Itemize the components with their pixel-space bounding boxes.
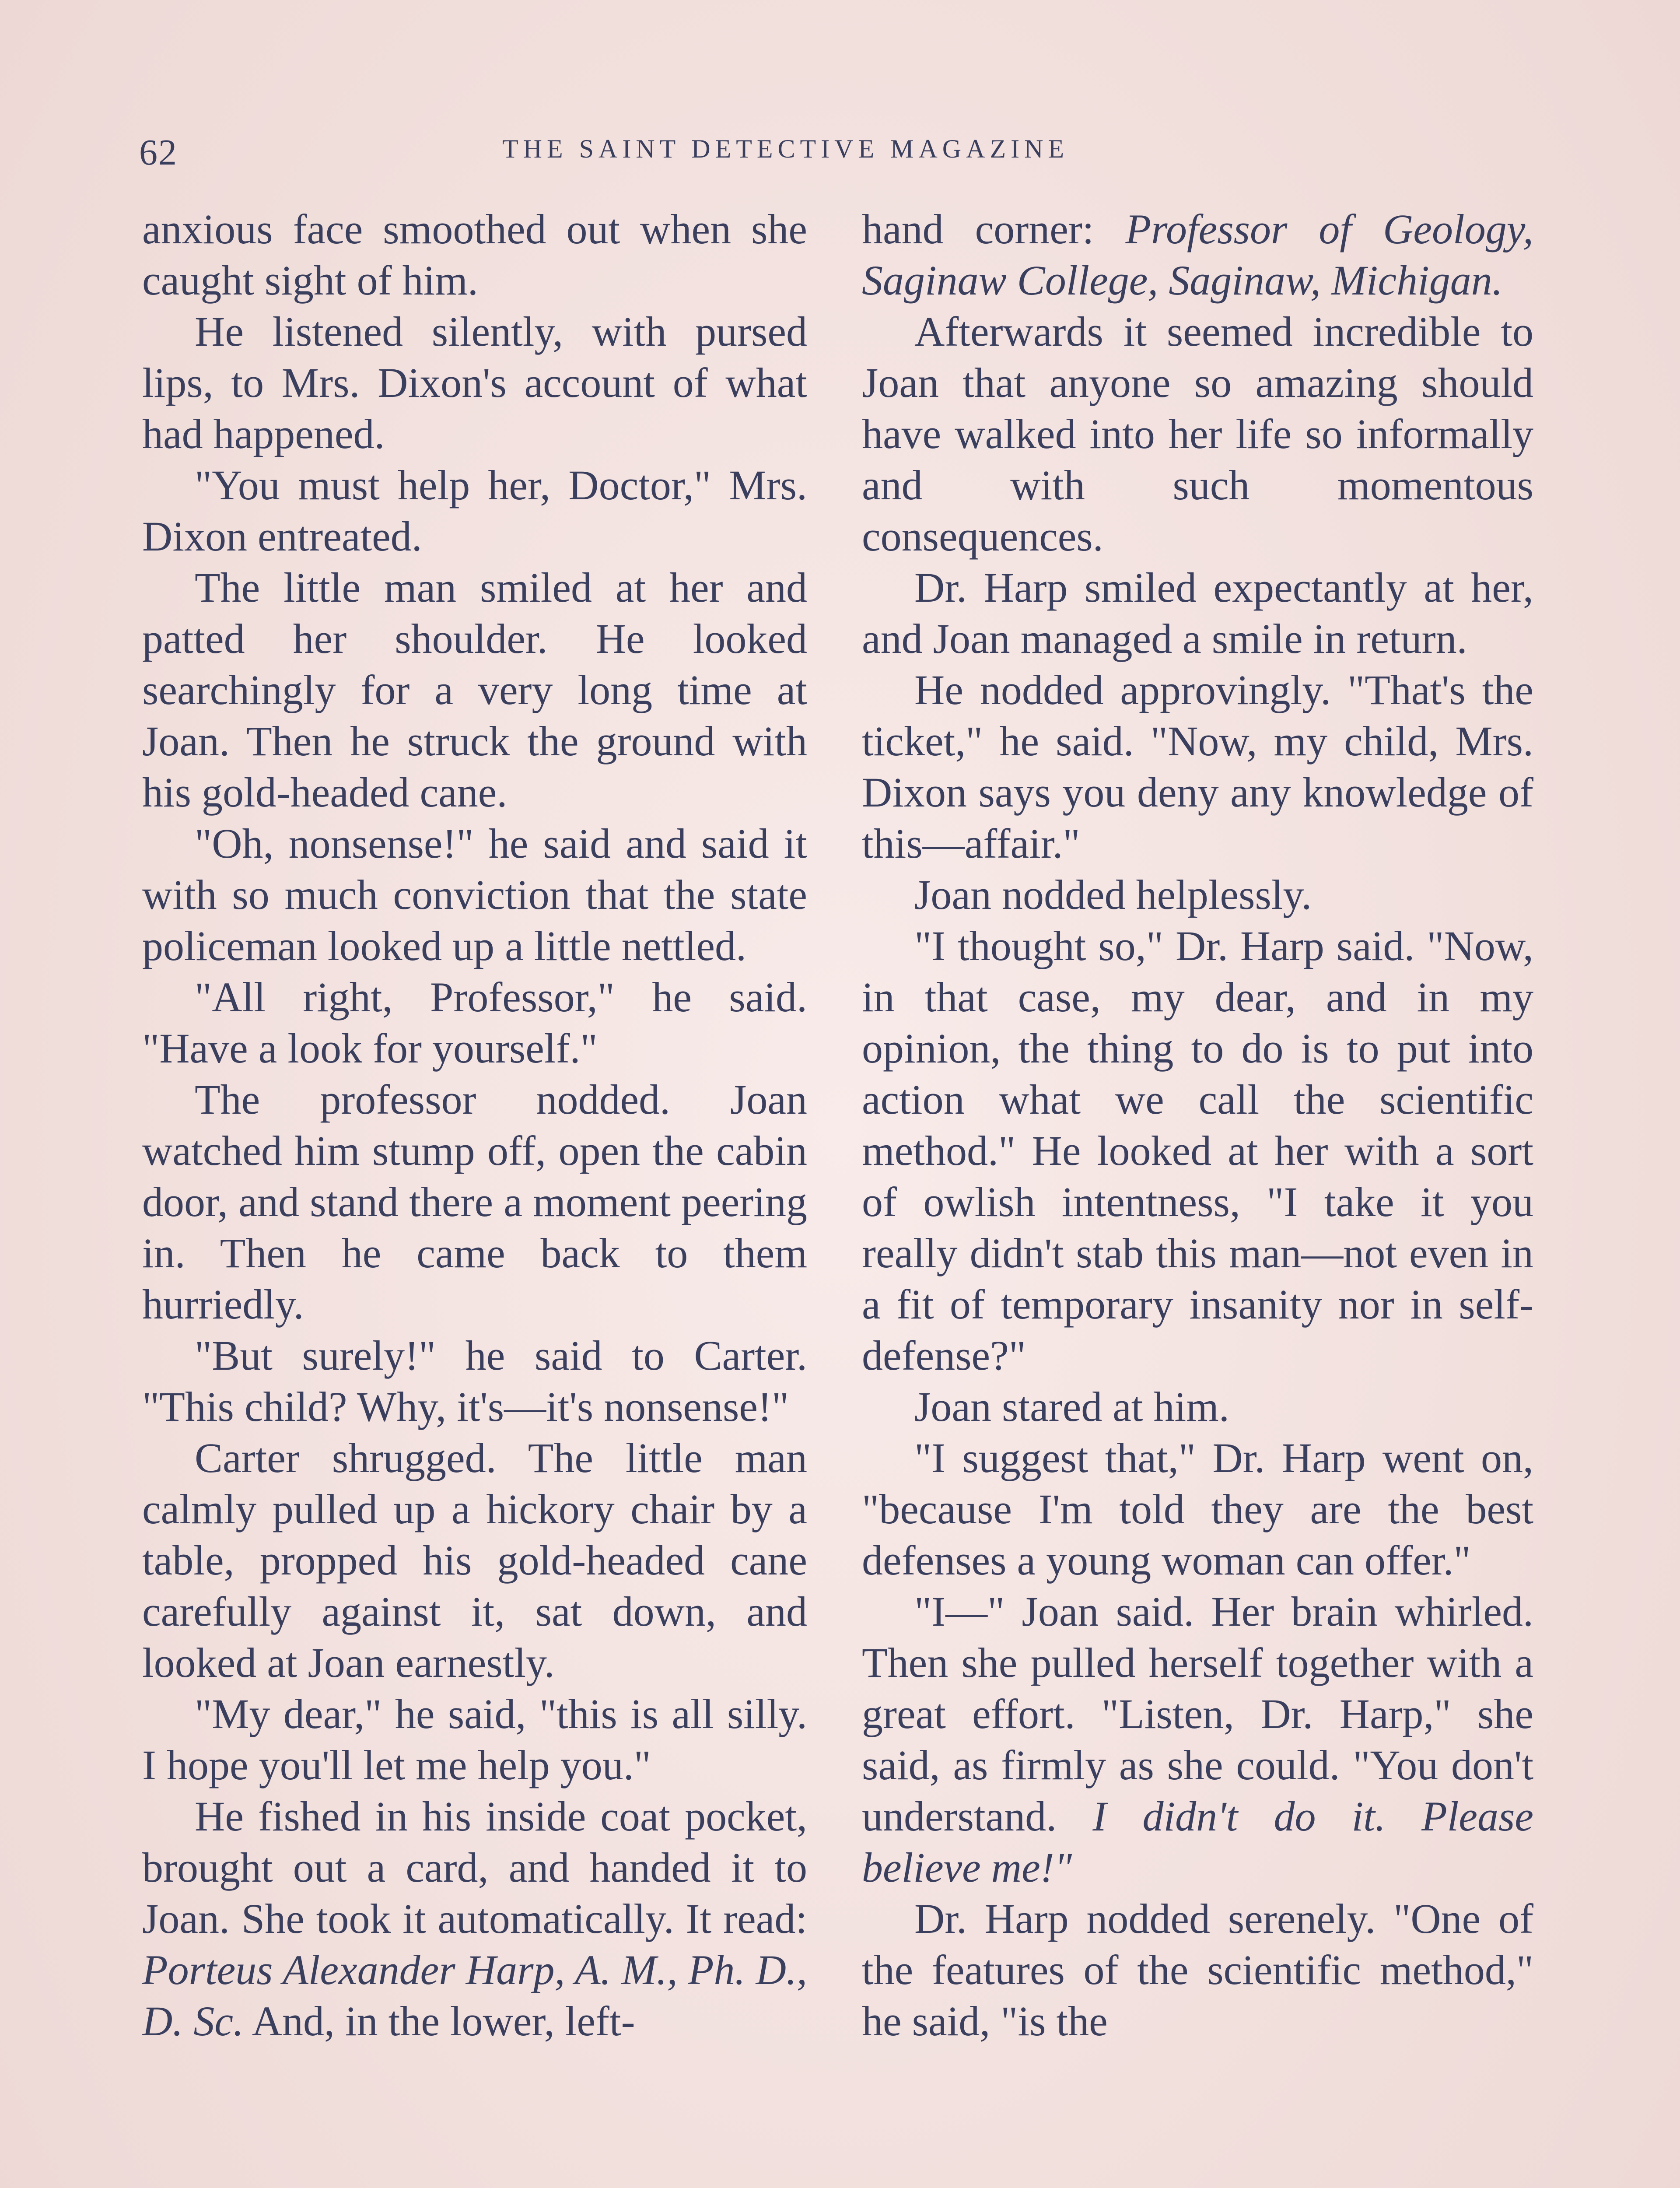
paragraph: "My dear," he said, "this is all silly. I hope you'll let me help you." — [142, 1690, 807, 1788]
paragraph-text: He fished in his inside coat pocket, brought out a card, and handed it to Joan. She took it automatically. It read: — [142, 1793, 807, 1942]
paragraph: "Oh, nonsense!" he said and said it with so much conviction that the state policeman looked up a little nettled. — [142, 820, 807, 969]
paragraph: Afterwards it seemed incredible to Joan that anyone so amazing should have walked into her life so informally and with such momentous consequences. — [862, 308, 1533, 560]
paragraph: "I thought so," Dr. Harp said. "Now, in that case, my dear, and in my opinion, the thing to do is to put into action what we call the scientific method." He looked at her with a sort of owlish intentness, "I take it you really didn't stab this man—not even in a fit of temporary insanity nor in self-defense?" — [862, 922, 1533, 1379]
page-number: 62 — [139, 132, 178, 173]
magazine-title: THE SAINT DETECTIVE MAGAZINE — [502, 134, 1069, 163]
paragraph: The little man smiled at her and patted her shoulder. He looked searchingly for a very long time at Joan. Then he struck the ground with his gold-headed cane. — [142, 564, 807, 816]
paragraph — [142, 1791, 807, 2047]
paragraph: "I suggest that," Dr. Harp went on, "because I'm told they are the best defenses a young woman can offer." — [862, 1434, 1533, 1584]
paragraph: Carter shrugged. The little man calmly pulled up a hickory chair by a table, propped his gold-headed cane carefully against it, sat down, and looked at Joan earnestly. — [142, 1434, 807, 1686]
paragraph: Joan stared at him. — [914, 1383, 1229, 1430]
left-column — [142, 203, 807, 2047]
paragraph: "But surely!" he said to Carter. "This child? Why, it's—it's nonsense!" — [142, 1332, 807, 1430]
paragraph — [862, 203, 1533, 306]
paragraph: Joan nodded helplessly. — [914, 871, 1312, 918]
paragraph — [862, 1586, 1533, 1893]
business-card-title: Professor of Geology, Saginaw College, Saginaw, Michigan. — [862, 206, 1534, 304]
right-column — [862, 203, 1533, 2047]
running-head — [139, 131, 1539, 179]
paragraph: He nodded approvingly. "That's the ticket," he said. "Now, my child, Mrs. Dixon says you deny any knowledge of this—affair." — [862, 666, 1533, 867]
paragraph: Dr. Harp nodded serenely. "One of the features of the scientific method," he said, "is the — [862, 1895, 1533, 2044]
emphasized-text: I didn't do it. Please believe me!" — [862, 1793, 1533, 1891]
paragraph-text: hand corner: — [862, 206, 1126, 252]
paragraph: The professor nodded. Joan watched him stump off, open the cabin door, and stand there a moment peering in. Then he came back to them hurriedly. — [142, 1076, 807, 1328]
paragraph: "All right, Professor," he said. "Have a look for yourself." — [142, 974, 807, 1072]
paragraph-text: And, in the lower, left- — [243, 1998, 635, 2044]
paragraph: anxious face smoothed out when she caught sight of him. — [142, 206, 807, 304]
paragraph: "You must help her, Doctor," Mrs. Dixon entreated. — [142, 462, 807, 560]
paragraph: He listened silently, with pursed lips, to Mrs. Dixon's account of what had happened. — [142, 308, 807, 457]
paragraph-text: "I—" Joan said. Her brain whirled. Then she pulled herself together with a great effort. "Listen, Dr. Harp," she said, as firmly as she could. "You don't understand. — [862, 1588, 1533, 1840]
business-card-name: Porteus Alexander Harp, A. M., Ph. D., D. Sc. — [142, 1946, 807, 2044]
paragraph: Dr. Harp smiled expectantly at her, and Joan managed a smile in return. — [862, 564, 1533, 662]
